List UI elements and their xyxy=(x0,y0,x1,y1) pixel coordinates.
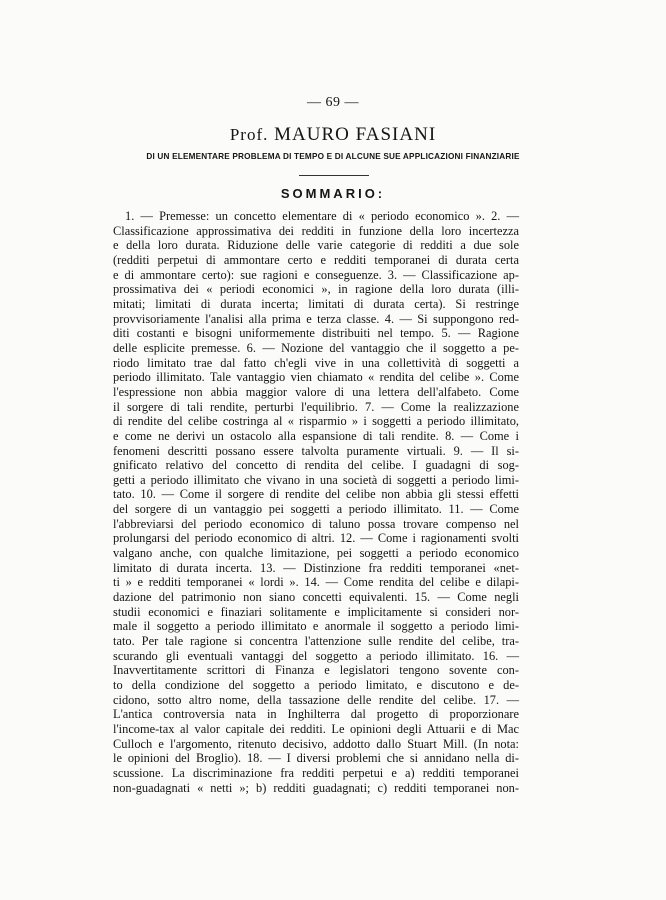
text-line: Inavvertitamente scrittori di Finanza e legislatori tengono sovente con- xyxy=(113,663,519,678)
text-line: di rendite del celibe costringa al « risparmio » i soggetti a periodo illimitato, xyxy=(113,414,519,429)
text-line: e della loro durata. Riduzione delle varie categorie di redditi a due sole xyxy=(113,238,519,253)
text-line: Classificazione approssimativa dei redditi in funzione della loro incertezza xyxy=(113,223,519,238)
text-line: il sorgere di tali rendite, perturbi l'equilibrio. 7. — Come la realizzazione xyxy=(113,399,519,414)
text-line: getti a periodo illimitato che vivano in una società di soggetti a periodo limi- xyxy=(113,472,519,487)
text-line: mitati; limitati di durata incerta; limitati di durata certa). Si restringe xyxy=(113,296,519,311)
text-line: e come ne derivi un ostacolo alla espansione di tali rendite. 8. — Come i xyxy=(113,428,519,443)
text-line: non-guadagnati « netti »; b) redditi guadagnati; c) redditi temporanei non- xyxy=(113,780,519,795)
text-line: l'abbreviarsi del periodo economico di taluno possa trovare compenso nel xyxy=(113,516,519,531)
text-line: prossimativa dei « periodi economici », in ragione della loro durata (illi- xyxy=(113,282,519,297)
text-line: studii economici e finaziari solitamente e implicitamente si consideri nor- xyxy=(113,604,519,619)
text-line: (redditi perpetui di ammontare certo e redditi temporanei di durata certa xyxy=(113,252,519,267)
summary-body xyxy=(113,209,519,795)
text-line: prolungarsi del periodo economico di altri. 12. — Come i ragionamenti svolti xyxy=(113,531,519,546)
author-prefix: Prof. xyxy=(229,125,269,144)
text-line: diti costanti e bisogni uniformemente distribuiti nel tempo. 5. — Ragione xyxy=(113,326,519,341)
text-line: cidono, sotto altro nome, della tassazione delle rendite del celibe. 17. — xyxy=(113,692,519,707)
text-line: male il soggetto a periodo illimitato e anormale il soggetto a periodo limi- xyxy=(113,619,519,634)
summary-heading: SOMMARIO: xyxy=(280,186,386,201)
text-line: 1. — Premesse: un concetto elementare di « periodo economico ». 2. — xyxy=(125,209,519,223)
text-line: scussione. La discriminazione fra redditi perpetui e a) redditi temporanei xyxy=(113,765,519,780)
text-line: Culloch e l'argomento, ritenuto decisivo, addotto dallo Stuart Mill. (In nota: xyxy=(113,736,519,751)
text-line: gnificato relativo del concetto di rendita del celibe. I guadagni di sog- xyxy=(113,458,519,473)
text-line: periodo illimitato. Tale vantaggio vien chiamato « rendita del celibe ». Come xyxy=(113,370,519,385)
text-line: valgano anche, con qualche limitazione, pei soggetti a periodo economico xyxy=(113,546,519,561)
text-line: tato. Per tale ragione si concentra l'attenzione sulle rendite del celibe, tra- xyxy=(113,634,519,649)
text-line: limitato di durata incerta. 13. — Distinzione fra redditi temporanei «net- xyxy=(113,560,519,575)
article-title: DI UN ELEMENTARE PROBLEMA DI TEMPO E DI ALCUNE SUE APPLICAZIONI FINANZIARIE xyxy=(146,152,520,161)
text-line: del sorgere di un vantaggio pei soggetti a periodo illimitato. 11. — Come xyxy=(113,502,519,517)
author-line xyxy=(0,124,666,146)
text-line: fenomeni descritti possano essere talvolta puramente virtuali. 9. — Il si- xyxy=(113,443,519,458)
text-line: dazione del patrimonio non siano concetti equivalenti. 15. — Come negli xyxy=(113,590,519,605)
text-line: le opinioni del Broglio). 18. — I diversi problemi che si annidano nella di- xyxy=(113,751,519,766)
text-line: tato. 10. — Come il sorgere di rendite del celibe non abbia gli stessi effetti xyxy=(113,487,519,502)
text-line: delle esplicite premesse. 6. — Nozione del vantaggio che il soggetto a pe- xyxy=(113,340,519,355)
text-line: scurando gli eventuali vantaggi del soggetto a periodo illimitato. 16. — xyxy=(113,648,519,663)
title-rule xyxy=(299,175,369,176)
text-line: riodo limitato trae dal fatto ch'egli vive in una collettività di soggetti a xyxy=(113,355,519,370)
text-line: ti » e redditi temporanei « lordi ». 14. — Come rendita del celibe e dilapi- xyxy=(113,575,519,590)
text-line: l'espressione non abbia maggior valore di una lettera dell'alfabeto. Come xyxy=(113,384,519,399)
text-line: e di ammontare certo): sue ragioni e conseguenze. 3. — Classificazione ap- xyxy=(113,267,519,282)
text-line: l'income-tax al valor capitale dei redditi. Le opinioni degli Attuarii e di Mac xyxy=(113,721,519,736)
page-number: — 69 — xyxy=(307,95,359,110)
text-line: L'antica controversia nata in Inghilterra dal progetto di proporzionare xyxy=(113,707,519,722)
author-name: MAURO FASIANI xyxy=(274,124,437,145)
text-line: to della condizione del soggetto a periodo limitato, e discutono e de- xyxy=(113,678,519,692)
text-line: provvisoriamente l'analisi alla prima e terza classe. 4. — Si suppongono red- xyxy=(113,311,519,326)
